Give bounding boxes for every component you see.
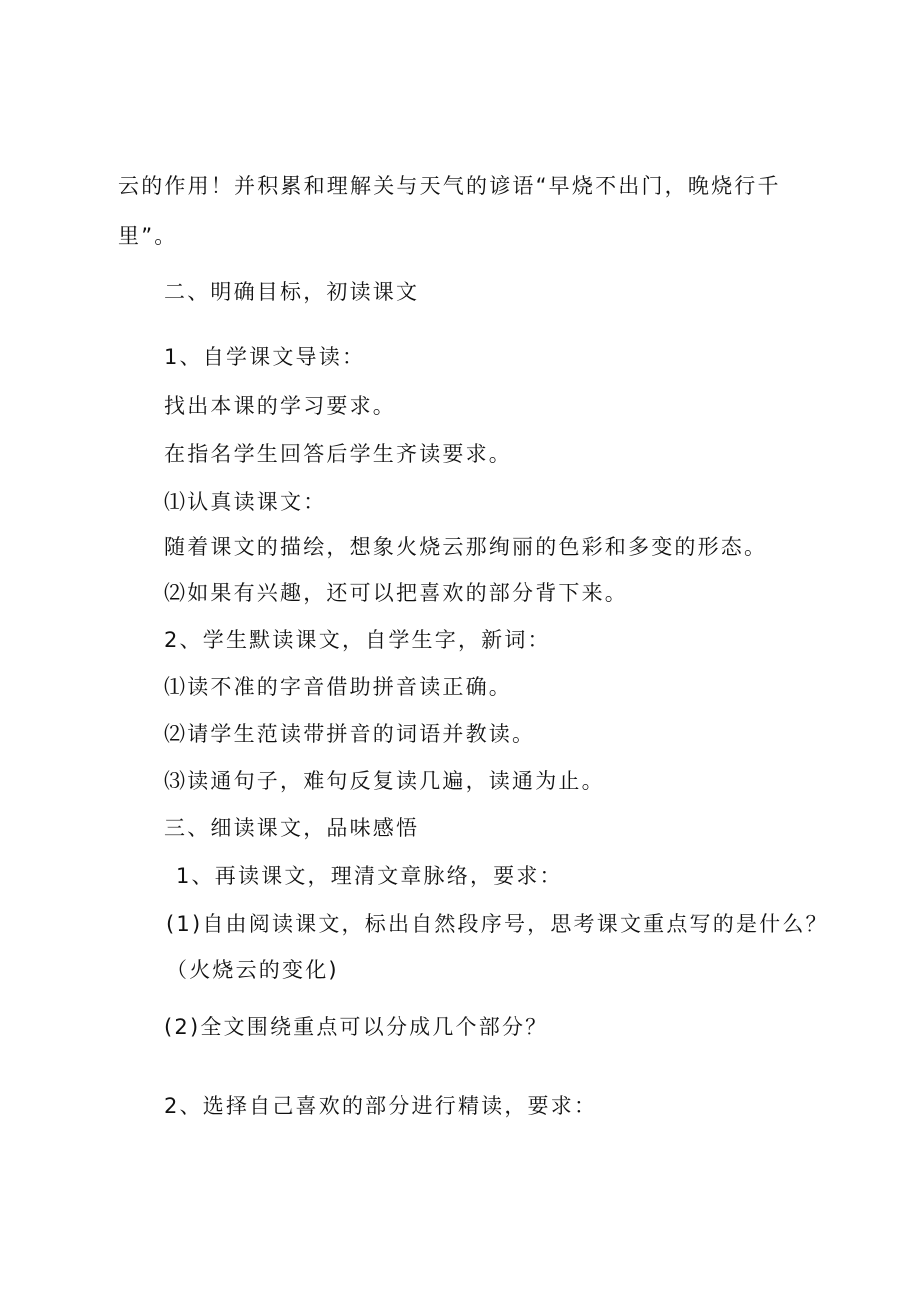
- list-item: (2)全文围绕重点可以分成几个部分？: [164, 1015, 549, 1039]
- list-item: ⑵请学生范读带拼音的词语并教读。: [164, 722, 536, 746]
- list-item: ⑴认真读课文：: [164, 490, 327, 514]
- section-heading-3: 三、细读课文，品味感悟: [164, 816, 420, 840]
- paragraph-line: 找出本课的学习要求。: [164, 394, 396, 418]
- list-item: (1)自由阅读课文，标出自然段序号，思考课文重点写的是什么？: [166, 912, 829, 936]
- paragraph-line: 在指名学生回答后学生齐读要求。: [164, 442, 512, 466]
- step-heading: 2、学生默读课文，自学生字，新词：: [164, 628, 551, 652]
- step-heading: 2、选择自己喜欢的部分进行精读，要求：: [164, 1094, 598, 1118]
- step-heading: 1、自学课文导读：: [164, 345, 366, 369]
- list-item: ⑶读通句子，难句反复读几遍，读通为止。: [164, 769, 605, 793]
- list-item: ⑴读不准的字音借助拼音读正确。: [164, 675, 512, 699]
- paragraph-line: 里”。: [118, 224, 178, 248]
- section-heading-2: 二、明确目标，初读课文: [164, 280, 420, 304]
- list-item: ⑵如果有兴趣，还可以把喜欢的部分背下来。: [164, 581, 628, 605]
- step-heading: 1、再读课文，理清文章脉络，要求：: [176, 864, 563, 888]
- paragraph-line: （火烧云的变化): [166, 958, 339, 982]
- paragraph-line: 云的作用！并积累和理解关与天气的谚语“早烧不出门，晚烧行千: [118, 174, 781, 198]
- paragraph-line: 随着课文的描绘，想象火烧云那绚丽的色彩和多变的形态。: [164, 535, 768, 559]
